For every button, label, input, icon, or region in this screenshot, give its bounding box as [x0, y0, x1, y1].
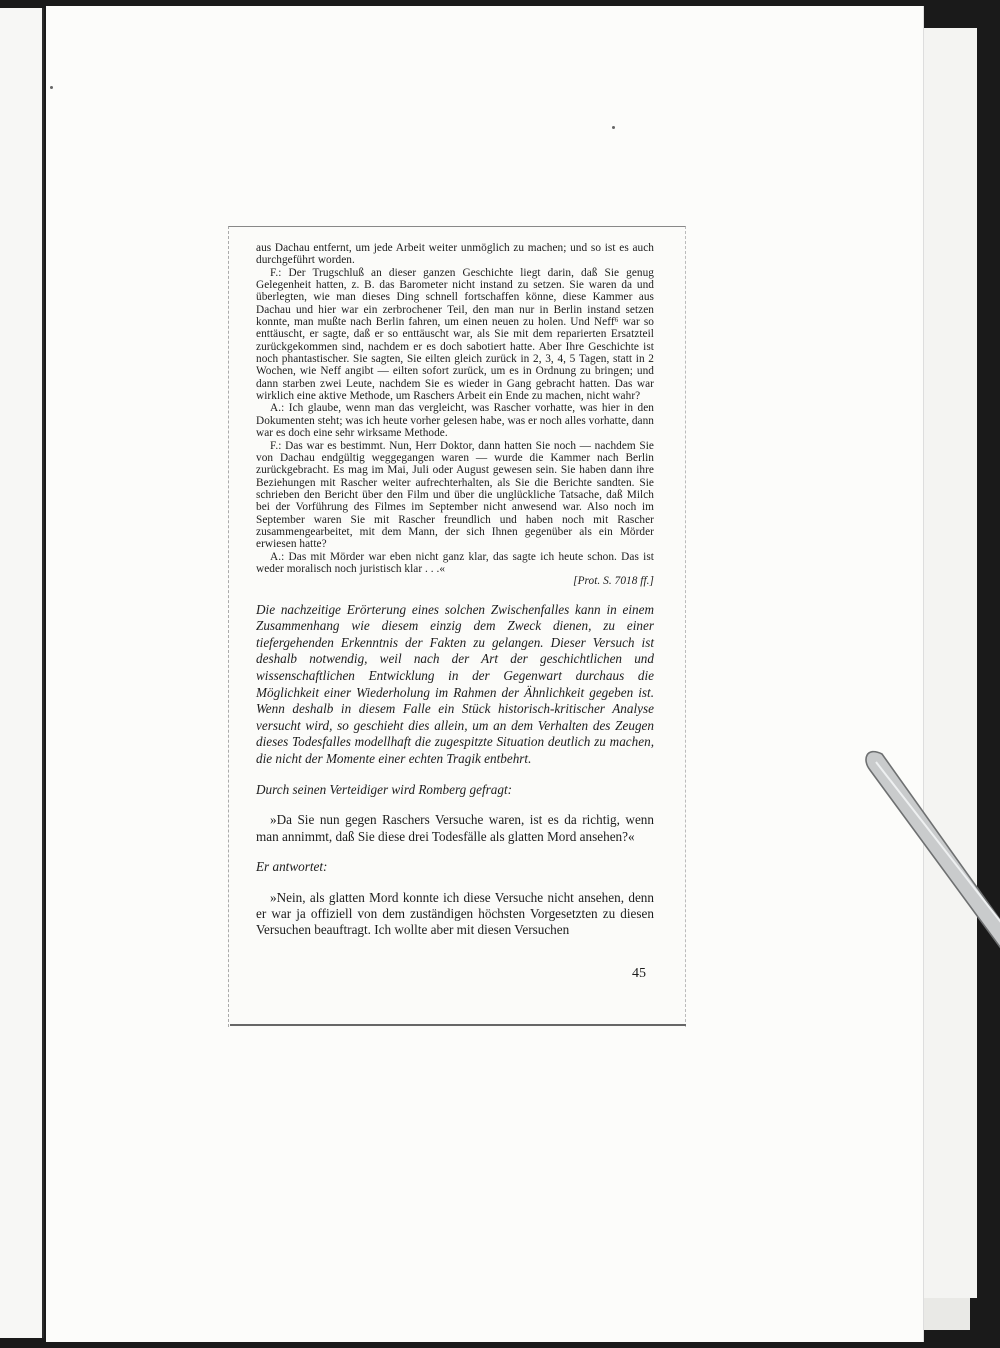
- defender-intro: Durch seinen Verteidiger wird Romberg gefragt:: [256, 781, 513, 797]
- answer-intro: Er antwortet:: [256, 858, 328, 874]
- answer-text: »Nein, als glatten Mord konnte ich diese Versuche nicht ansehen, denn er war ja offiziell von dem zuständigen höchsten Vorgesetzten zu diesen Versuchen beauftragt. Ich wollte aber mit diesen Versuchen: [256, 889, 654, 938]
- citation-line: [256, 575, 654, 587]
- tweezers-icon: [860, 740, 1000, 1000]
- speck: [50, 86, 53, 89]
- defender-question: »Da Sie nun gegen Raschers Versuche waren, ist es da richtig, wenn man annimmt, daß Sie diese drei Todesfälle als glatten Mord ansehen?«: [256, 812, 654, 844]
- left-page-edge: [0, 8, 44, 1338]
- transcript-paragraph-4: F.: Das war es bestimmt. Nun, Herr Doktor, dann hatten Sie noch — nachdem Sie von Dachau endgültig weggegangen waren — wurde die Kammer nach Berlin zurückgebracht. Es mag im Mai, Juli oder August gewesen sein. Sie haben dann ihre Beziehungen mit Rascher weiter aufrechterhalten, als Sie die Berichte sandten. Sie schrieben den Bericht über den Film und über die unglückliche Tatsache, daß Milch bei der Vorführung des Filmes im September nicht anwesend war. Also noch im September waren Sie mit Rascher freundlich und haben noch mit Rascher zusammengearbeitet, mit dem Mann, der sich Ihnen gegenüber als ein Mörder erwiesen hatte?: [256, 439, 654, 551]
- citation: [Prot. S. 7018 ff.]: [573, 575, 654, 588]
- clipping-edge: [230, 1020, 686, 1026]
- transcript-paragraph-3: A.: Ich glaube, wenn man das vergleicht, was Rascher vorhatte, was hier in den Dokumenten steht; was ich heute vorher gelesen habe, was er noch alles vorhatte, dann war es doch eine sehr wirksame Methode.: [256, 402, 654, 440]
- speck: [612, 126, 615, 129]
- transcript-paragraph-2: F.: Der Trugschluß an dieser ganzen Geschichte liegt darin, daß Sie genug Gelegenheit hatten, z. B. das Barometer nicht instand zu setzen. Sie waren da und überlegten, wie man dieses Ding schnell fortschaffen könne, diese Kammer aus Dachau und hier war ein zerbrochener Teil, den man nur in Berlin instand setzen konnte, man mußte nach Berlin fahren, um einen neuen zu holen. Und Neff⁶ war so enttäuscht, er sagte, daß er so enttäuscht war, als Sie mit dem reparierten Ersatzteil zurückgekommen sind, nachdem er es doch sabotiert hatte. Aber Ihre Geschichte ist noch phantastischer. Sie sagten, Sie eilten gleich zurück in 2, 3, 4, 5 Tagen, statt in 2 Wochen, wie Neff angibt — eilten sofort zurück, um es in Ordnung zu bringen; und dann starben zwei Leute, nachdem Sie es wieder in Gang gebracht hatten. Das war wirklich eine aktive Methode, um Raschers Arbeit ein Ende zu machen, nicht wahr?: [256, 266, 654, 403]
- commentary-paragraph: Die nachzeitige Erörterung eines solchen Zwischenfalles kann in einem Zusammenhang wie diesem einzig dem Zweck dienen, zu einer tiefergehenden Erkenntnis der Fakten zu gelangen. Dieser Versuch ist deshalb notwendig, weil nach der Art der geschichtlichen und wissenschaftlichen Entwicklung in der Gegenwart durchaus die Möglichkeit einer Wiederholung im Rahmen der Ähnlichkeit gegeben ist. Wenn deshalb in diesem Falle ein Stück historisch-kritischer Analyse versucht wird, so geschieht dies allein, um an dem Verhalten des Zeugen dieses Todesfalles modellhaft die zugespitzte Situation deutlich zu machen, die nicht der Momente einer echten Tragik entbehrt.: [256, 601, 654, 766]
- page-number: 45: [632, 966, 646, 981]
- transcript-paragraph-1: aus Dachau entfernt, um jede Arbeit weiter unmöglich zu machen; und so ist es auch durchgeführt worden.: [256, 242, 654, 267]
- text-column: [256, 242, 654, 939]
- transcript-last-answer: A.: Das mit Mörder war eben nicht ganz klar, das sagte ich heute schon. Das ist weder moralisch noch juristisch klar . . .«: [256, 550, 654, 575]
